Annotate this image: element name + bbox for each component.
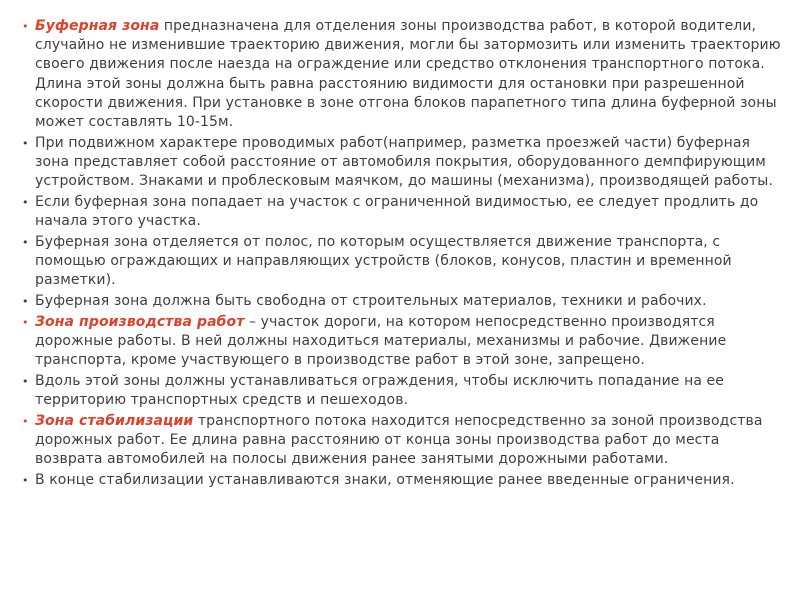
bullet-icon: •: [22, 294, 29, 308]
list-item: [22, 292, 782, 311]
list-item: [22, 412, 782, 470]
bullet-icon: •: [22, 235, 29, 249]
list-item: [22, 17, 782, 132]
term-highlight: Зона стабилизации: [35, 412, 194, 429]
item-text: транспортного потока находится непосредственно за зоной производства дорожных работ. Ее длина равна расстоянию от конца зоны производства работ до места возврата автомобилей на полосы движения ранее занятыми дорожными работами.: [35, 412, 763, 467]
item-text: Вдоль этой зоны должны устанавливаться ограждения, чтобы исключить попадание на ее территорию транспортных средств и пешеходов.: [35, 372, 724, 408]
bullet-icon: •: [22, 20, 29, 33]
list-item: [22, 233, 782, 291]
item-text: Буферная зона отделяется от полос, по которым осуществляется движение транспорта, с помощью ограждающих и направляющих устройств (блоков, конусов, пластин и временной разметки).: [35, 233, 732, 289]
item-text: Буферная зона должна быть свободна от строительных материалов, техники и рабочих.: [35, 292, 707, 309]
bullet-icon: •: [22, 473, 29, 487]
term-highlight: Зона производства работ: [35, 313, 245, 330]
bullet-icon: •: [22, 374, 29, 388]
list-item: [22, 193, 782, 231]
item-text: предназначена для отделения зоны производства работ, в которой водители, случайно не изменившие траекторию движения, могли бы затормозить или изменить траекторию своего движения после наезда на ограждение или средство отклонения транспортного потока. Длина этой зоны должна быть равна расстоянию видимости для остановки при разрешенной скорости движения. При установке в зоне отгона блоков парапетного типа длина буферной зоны может составлять 10-15м.: [35, 18, 781, 131]
bullet-icon: •: [22, 195, 29, 209]
term-highlight: Буферная зона: [35, 18, 160, 34]
item-text: – участок дороги, на котором непосредственно производятся дорожные работы. В ней должны находиться материалы, механизмы и рабочие. Движение транспорта, кроме участвующего в производстве работ в этой зоне, запрещено.: [35, 313, 727, 368]
bullet-icon: •: [22, 315, 29, 329]
item-text: Если буферная зона попадает на участок с ограниченной видимостью, ее следует продлить до начала этого участка.: [35, 193, 759, 230]
list-item: [22, 313, 782, 371]
item-text: При подвижном характере проводимых работ(например, разметка проезжей части) буферная зона представляет собой расстояние от автомобиля покрытия, оборудованного демпфирующим устройством. Знаками и проблесковым маячком, до машины (механизма), производящей работы.: [35, 134, 774, 190]
bullet-icon: •: [22, 414, 29, 428]
bullet-icon: •: [22, 136, 29, 150]
list-item: [22, 372, 782, 410]
item-text: В конце стабилизации устанавливаются знаки, отменяющие ранее введенные ограничения.: [35, 471, 735, 488]
list-item: [22, 471, 782, 490]
list-item: [22, 134, 782, 192]
slide-body: [22, 17, 782, 491]
